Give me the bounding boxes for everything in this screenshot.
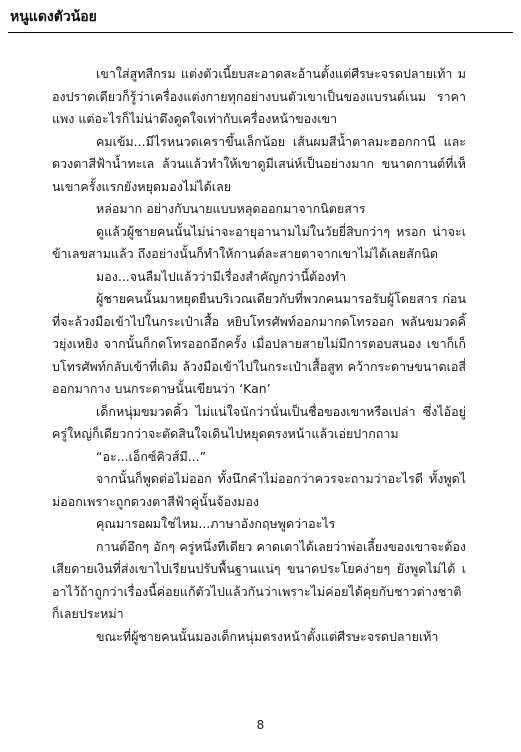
page-body (52, 63, 466, 648)
page-number: 8 (256, 718, 265, 732)
paragraph: เด็กหนุ่มขมวดคิ้ว ไม่แน่ใจนักว่านั่นเป็นชื่อของเขาหรือเปล่า ซึ่งไอ้อยู่ครู่ใหญ่ก็เดียวกว่าจะตัดสินใจเดินไปหยุดตรงหน้าแล้วเอ่ยปากถาม (52, 403, 466, 441)
paragraph: หล่อมาก อย่างกับนายแบบหลุดออกมาจากนิตยสาร (96, 201, 366, 216)
paragraph: เขาใส่สูทสีกรม แต่งตัวเนี้ยบสะอาดสะอ้านตั้งแต่ศีรษะจรดปลายเท้า มองปราดเดียวก็รู้ว่าเครื่องแต่งกายทุกอย่างบนตัวเขาเป็นของแบรนด์เนม ราคาแพง แต่อะไรก็ไม่น่าดึงดูดใจเท่ากับเครื่องหน้าของเขา (52, 66, 466, 126)
book-title: หนูแดงตัวน้อย (10, 9, 97, 25)
paragraph: กานต์อึกๆ อักๆ ครู่หนึ่งทีเดียว คาดเดาได้เลยว่าพ่อเลี้ยงของเขาจะต้องเสียดายเงินที่ส่งเขาไปเรียนปรับพื้นฐานแน่ๆ ขนาดประโยคง่ายๆ ยังพูดไม่ได้ เอาไว้ถ้าถูกว่าเรื่องนี้ค่อยแก้ตัวไปแล้วกันว่าเพราะไม่ค่อยได้คุยกับชาวต่างชาติก็เลยประหม่า (52, 538, 466, 621)
paragraph: ขณะที่ผู้ชายคนนั้นมองเด็กหนุ่มตรงหน้าตั้งแต่ศีรษะจรดปลายเท้า (96, 628, 439, 644)
paragraph: จากนั้นก็พูดต่อไม่ออก ทั้งนึกคำไม่ออกว่าควรจะถามว่าอะไรดี ทั้งพูดไม่ออกเพราะถูกดวงตาสีฟ้าคู่นั้นจ้องมอง (52, 471, 466, 509)
header-divider (8, 32, 513, 33)
paragraph: ดูแล้วผู้ชายคนนั้นไม่น่าจะอายุอานามไม่ในวัยยี่สิบกว่าๆ หรอก น่าจะเข้าเลขสามแล้ว ถึงอย่างนั้นก็ทำให้กานต์ละสายตาจากเขาไม่ได้เลยสักนิด (52, 223, 466, 261)
paragraph: ผู้ชายคนนั้นมาหยุดยืนบริเวณเดียวกับที่พวกคนมารอรับผู้โดยสาร ก่อนที่จะล้วงมือเข้าไปในกระเป๋าเสื้อ หยิบโทรศัพท์ออกมากดโทรออก พลันขมวดคิ้วยุ่งเหยิง จากนั้นก็กดโทรออกอีกครั้ง เมื่อปลายสายไม่มีการตอบสนอง เขาก็เก็บโทรศัพท์กลับเข้าที่เดิม ล้วงมือเข้าไปในกระเป๋าเสื้อสูท คว้ากระดาษขนาดเอสี่ออกมากาง บนกระดาษนั้นเขียนว่า ‘Kan’ (52, 291, 466, 396)
paragraph: คุณมารอผมใช่ไหม...ภาษาอังกฤษพูดว่าอะไร (96, 516, 336, 531)
paragraph: มอง...จนลืมไปแล้วว่ามีเรื่องสำคัญกว่านี้ต้องทำ (96, 268, 347, 284)
paragraph: คมเข้ม...มีไรหนวดเคราขึ้นเล็กน้อย เส้นผมสีน้ำตาลมะฮอกกานี และดวงตาสีฟ้าน้ำทะเล ล้วนแล้วทำให้เขาดูมีเสน่ห์เป็นอย่างมาก ขนาดกานต์ที่เห็นเขาครั้งแรกยังหยุดมองไม่ได้เลย (52, 133, 466, 194)
paragraph: “อะ...เอ็กซ์คิวส์มี...” (96, 448, 207, 464)
